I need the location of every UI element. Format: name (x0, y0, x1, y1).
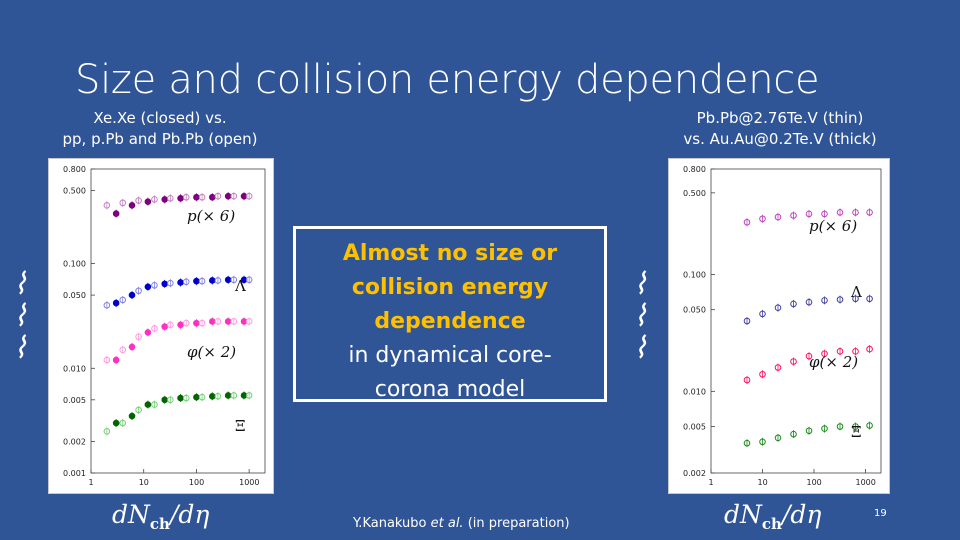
plot-left (48, 158, 274, 494)
y-tick-label: 0.002 (63, 437, 86, 447)
credit-text (353, 516, 570, 531)
data-point (113, 357, 119, 363)
x-tick-label: 100 (806, 478, 822, 487)
data-point (129, 413, 135, 419)
callout-line5: corona model (374, 377, 526, 402)
caption-left-line1: Xe.Xe (closed) vs. (93, 109, 227, 127)
x-tick-label: 10 (138, 478, 149, 487)
y-tick-label: 0.100 (683, 270, 706, 280)
y-tick-label: 0.500 (63, 186, 86, 196)
xlabel-main: dN (112, 500, 150, 529)
panel-label: Λ (235, 277, 246, 295)
data-point (145, 330, 151, 336)
y-tick-label: 0.800 (683, 165, 706, 174)
y-axis-label-right: ⌇⌇⌇ (628, 266, 663, 362)
data-point (225, 393, 231, 399)
caption-right-line1: Pb.Pb@2.76Te.V (thin) (696, 109, 864, 127)
plot-right (668, 158, 890, 494)
callout-box (293, 226, 607, 402)
xlabel-tail: /dη (169, 500, 210, 529)
panel-label: p(× 6) (809, 217, 858, 235)
y-axis-label-left: ⌇⌇⌇ (8, 266, 43, 362)
panel-label: φ(× 2) (187, 343, 237, 361)
callout-emph-line3: dependence (374, 309, 526, 334)
y-tick-label: 0.005 (63, 395, 86, 405)
y-tick-label: 0.010 (63, 364, 86, 374)
x-axis-label-left (112, 500, 209, 533)
x-tick-label: 100 (188, 478, 205, 487)
data-point (225, 193, 231, 199)
caption-right (668, 108, 892, 150)
data-point (162, 197, 168, 203)
panel-label: p(× 6) (187, 207, 236, 225)
page-number: 19 (874, 508, 887, 519)
data-point (194, 278, 200, 284)
data-point (113, 211, 119, 217)
x-axis-label-right (724, 500, 821, 533)
data-point (209, 319, 215, 325)
data-point (178, 322, 184, 328)
y-tick-label: 0.001 (63, 469, 86, 478)
plot-right-svg (669, 159, 889, 493)
data-point (209, 194, 215, 200)
plot-left-svg (49, 159, 273, 493)
data-point (194, 394, 200, 400)
series-6 (113, 391, 246, 427)
caption-right-line2: vs. Au.Au@0.2Te.V (thick) (683, 130, 877, 148)
panel-label: φ(× 2) (809, 353, 859, 371)
data-point (129, 292, 135, 298)
xlabel-tail: /dη (781, 500, 822, 529)
data-point (178, 196, 184, 202)
data-point (194, 194, 200, 200)
callout-line4: in dynamical core- (348, 343, 552, 368)
y-tick-label: 0.800 (63, 165, 86, 174)
x-tick-label: 1000 (239, 478, 260, 487)
y-tick-label: 0.100 (63, 259, 86, 269)
data-point (129, 344, 135, 350)
panel-label: Ξ (235, 417, 246, 435)
x-tick-label: 1 (88, 478, 94, 487)
y-tick-label: 0.050 (63, 291, 86, 301)
credit-prefix: Y.Kanakubo (353, 516, 431, 531)
y-tick-label: 0.005 (683, 422, 706, 432)
x-tick-label: 1 (708, 478, 714, 487)
xlabel-main: dN (724, 500, 762, 529)
credit-italic: et al. (430, 516, 464, 531)
data-point (113, 420, 119, 426)
y-tick-label: 0.050 (683, 305, 706, 315)
callout-emph-line2: collision energy (351, 275, 549, 300)
credit-suffix: (in preparation) (463, 516, 570, 531)
panel-label: Ξ (851, 423, 862, 441)
xlabel-sub: ch (761, 515, 782, 533)
data-point (162, 281, 168, 287)
y-tick-label: 0.010 (683, 387, 706, 397)
data-point (209, 278, 215, 284)
data-point (145, 199, 151, 205)
x-tick-label: 10 (757, 478, 768, 487)
data-point (194, 320, 200, 326)
data-point (162, 397, 168, 403)
data-point (129, 203, 135, 209)
y-tick-label: 0.002 (683, 469, 706, 478)
data-point (209, 394, 215, 400)
x-tick-label: 1000 (855, 478, 876, 487)
xlabel-sub: ch (149, 515, 170, 533)
caption-left-line2: pp, p.Pb and Pb.Pb (open) (62, 130, 258, 148)
callout-emph-line1: Almost no size or (342, 241, 558, 266)
series-2 (113, 276, 246, 307)
data-point (145, 402, 151, 408)
data-point (225, 319, 231, 325)
data-point (162, 324, 168, 330)
y-tick-label: 0.500 (683, 188, 706, 198)
data-point (178, 395, 184, 401)
caption-left (40, 108, 280, 150)
data-point (178, 280, 184, 286)
panel-label: Λ (851, 283, 862, 301)
data-point (225, 277, 231, 283)
data-point (113, 300, 119, 306)
slide-title: Size and collision energy dependence (75, 57, 820, 103)
data-point (145, 284, 151, 290)
